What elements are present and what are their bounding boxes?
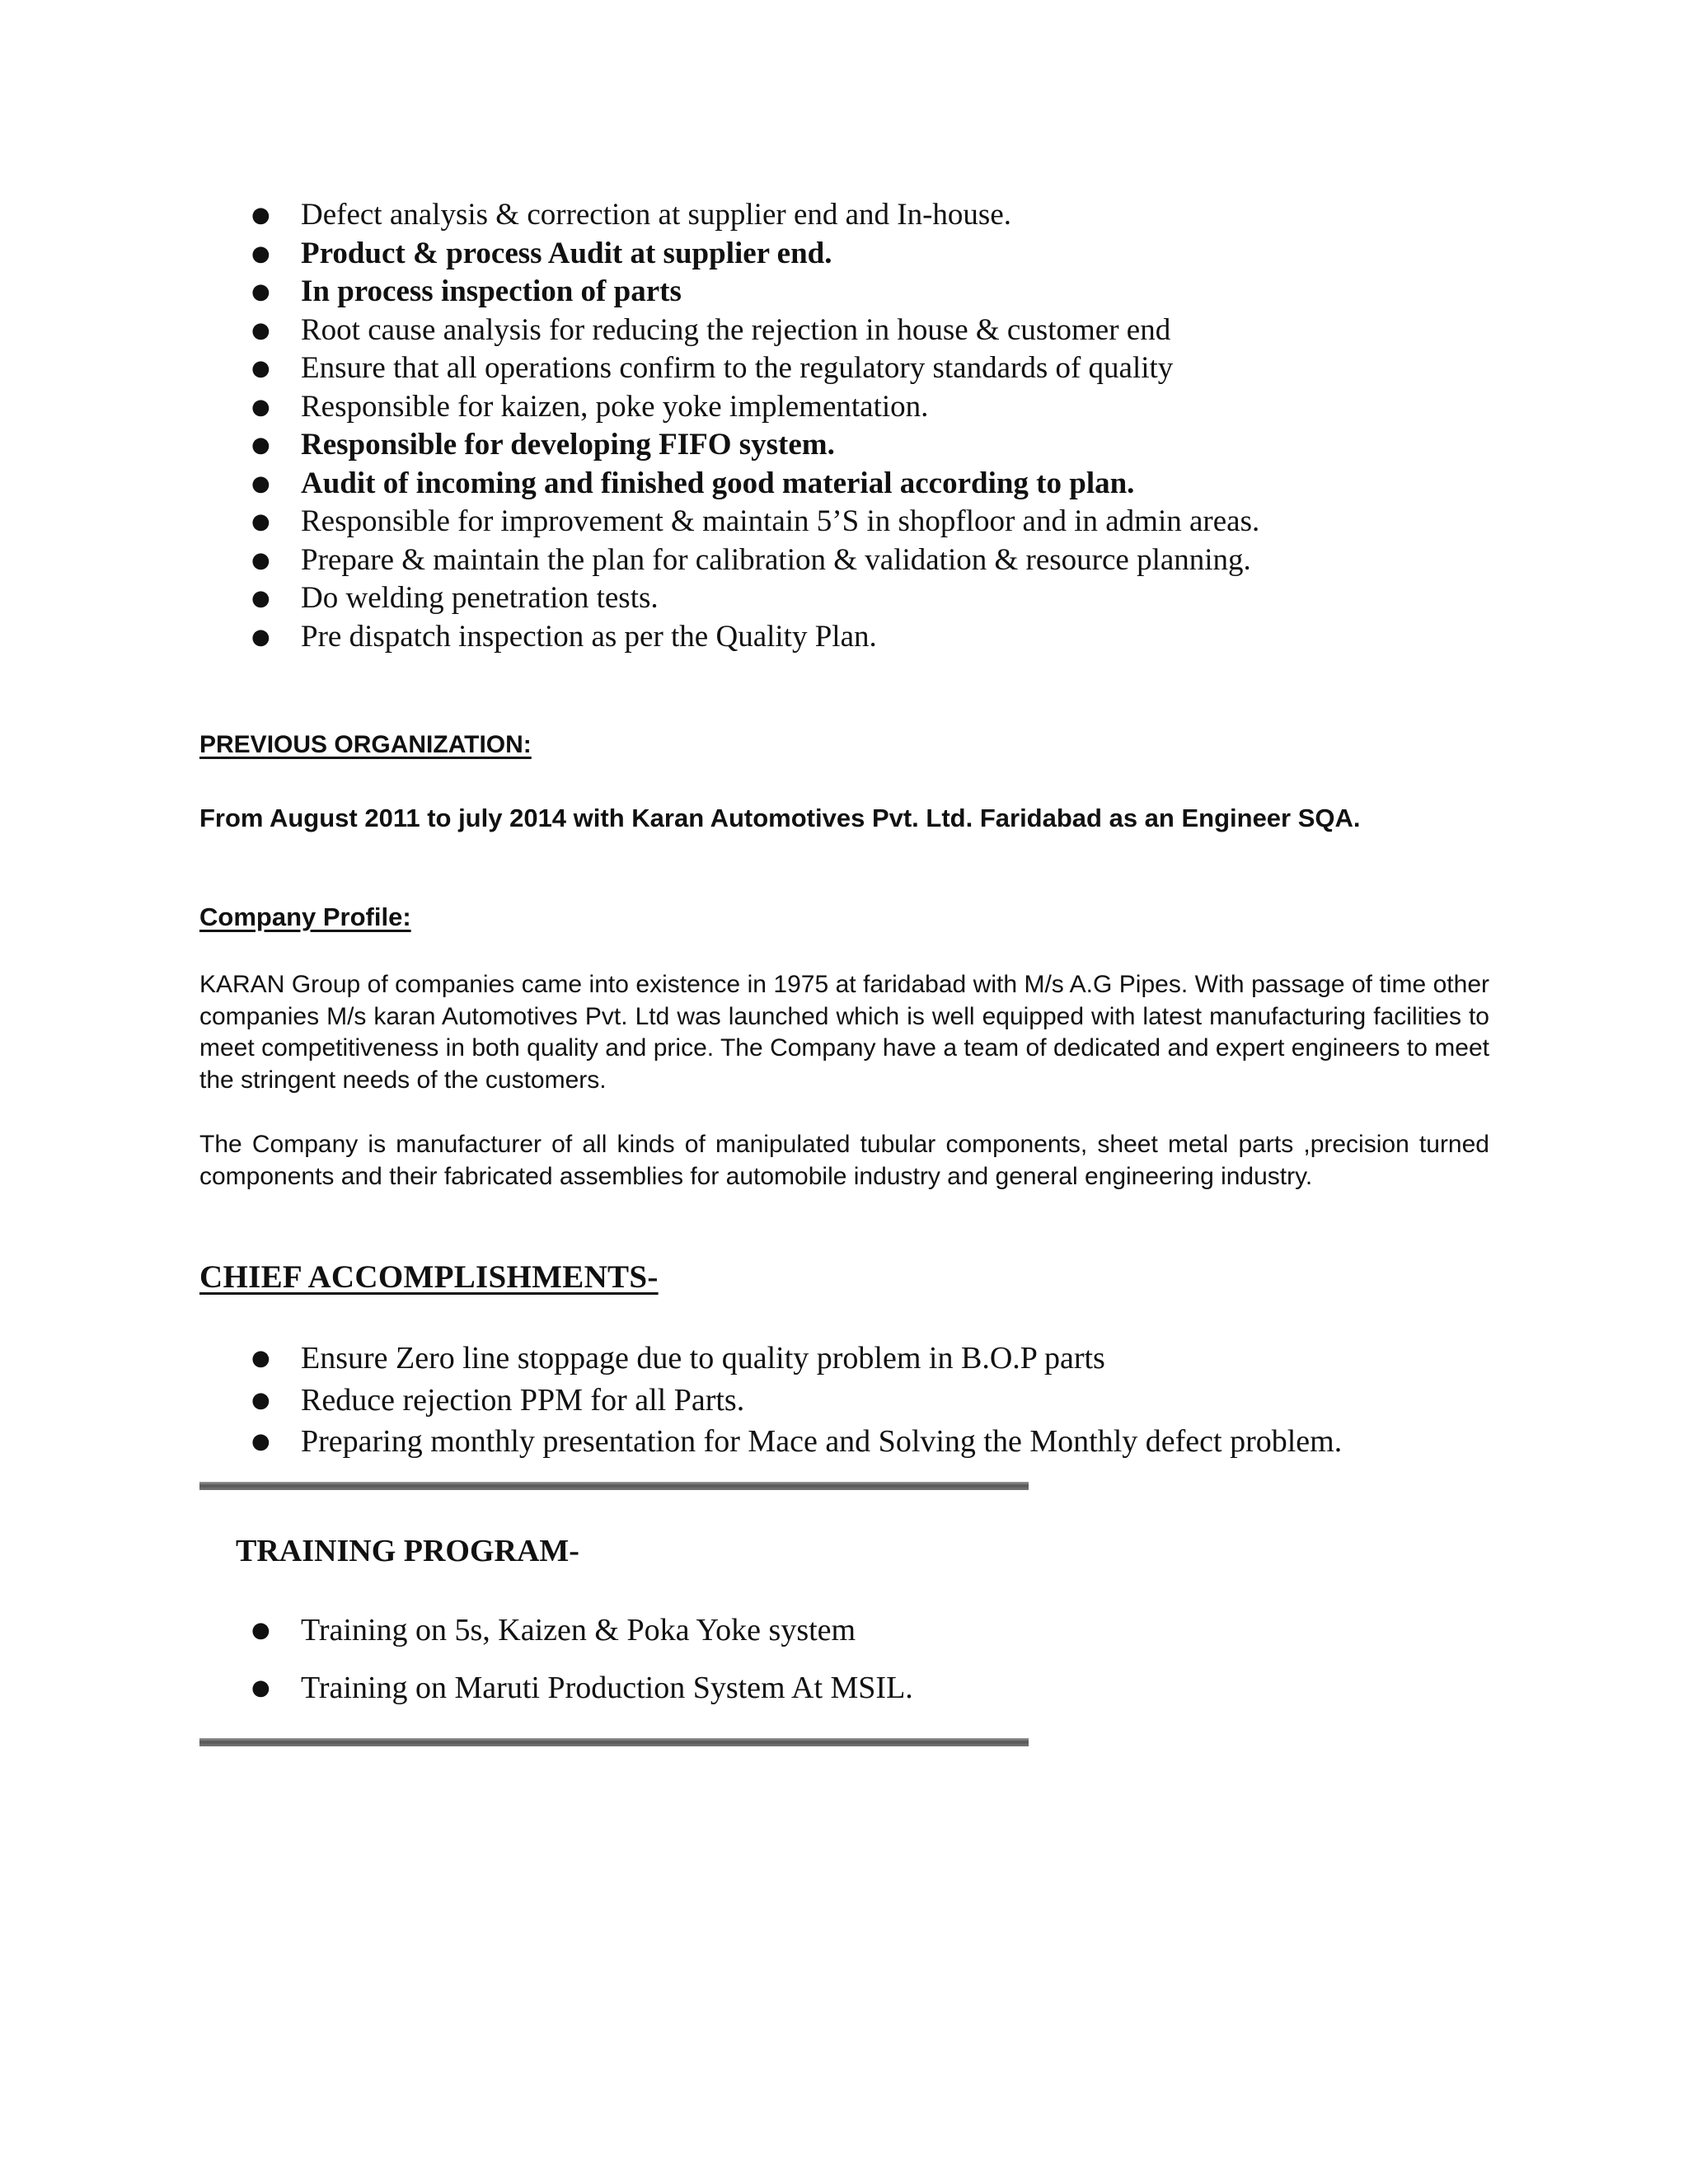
duties-list xyxy=(251,196,1570,656)
accomplishments-heading: CHIEF ACCOMPLISHMENTS- xyxy=(199,1259,659,1295)
training-list xyxy=(251,1601,1570,1717)
list-item: ● Audit of incoming and finished good material according to plan. xyxy=(251,465,1570,504)
previous-organization-heading: PREVIOUS ORGANIZATION: xyxy=(199,731,532,758)
list-item: ● Preparing monthly presentation for Mace and Solving the Monthly defect problem. xyxy=(251,1421,1570,1463)
training-heading: TRAINING PROGRAM- xyxy=(236,1534,579,1568)
list-item: ● Reduce rejection PPM for all Parts. xyxy=(251,1380,1570,1422)
list-item: ● Defect analysis & correction at supplier end and In-house. xyxy=(251,196,1570,235)
list-item: ● Prepare & maintain the plan for calibration & validation & resource planning. xyxy=(251,541,1570,580)
company-profile-paragraph-1: KARAN Group of companies came into existence in 1975 at faridabad with M/s A.G Pipes. With passage of time other companies M/s karan Automotives Pvt. Ltd was launched which is well equipped with latest manufacturing facilities to meet competitiveness in both quality and price. The Company have a team of dedicated and expert engineers to meet the stringent needs of the customers. xyxy=(199,971,1489,1094)
company-profile-paragraph-2: The Company is manufacturer of all kinds of manipulated tubular components, sheet metal parts ,precision turned components and their fabricated assemblies for automobile industry and general engineering industry. xyxy=(199,1131,1489,1190)
list-item: ● Training on 5s, Kaizen & Poka Yoke system xyxy=(251,1601,1570,1659)
section-divider xyxy=(199,1482,1029,1490)
list-item: ● Pre dispatch inspection as per the Quality Plan. xyxy=(251,618,1570,657)
list-item: ● Training on Maruti Production System At MSIL. xyxy=(251,1659,1570,1717)
accomplishments-list xyxy=(251,1338,1570,1463)
list-item: ● In process inspection of parts xyxy=(251,273,1570,312)
list-item: ● Product & process Audit at supplier end. xyxy=(251,235,1570,274)
list-item: ● Ensure that all operations confirm to the regulatory standards of quality xyxy=(251,349,1570,388)
list-item: ● Do welding penetration tests. xyxy=(251,579,1570,618)
list-item: ● Responsible for kaizen, poke yoke implementation. xyxy=(251,388,1570,427)
list-item: ● Ensure Zero line stoppage due to quality problem in B.O.P parts xyxy=(251,1338,1570,1380)
list-item: ● Responsible for improvement & maintain 5’S in shopfloor and in admin areas. xyxy=(251,503,1570,541)
list-item: ● Responsible for developing FIFO system. xyxy=(251,426,1570,465)
section-divider xyxy=(199,1738,1029,1746)
tenure-line: From August 2011 to july 2014 with Karan Automotives Pvt. Ltd. Faridabad as an Engineer SQA. xyxy=(199,804,1361,832)
company-profile-heading: Company Profile: xyxy=(199,902,411,931)
list-item: ● Root cause analysis for reducing the rejection in house & customer end xyxy=(251,312,1570,350)
